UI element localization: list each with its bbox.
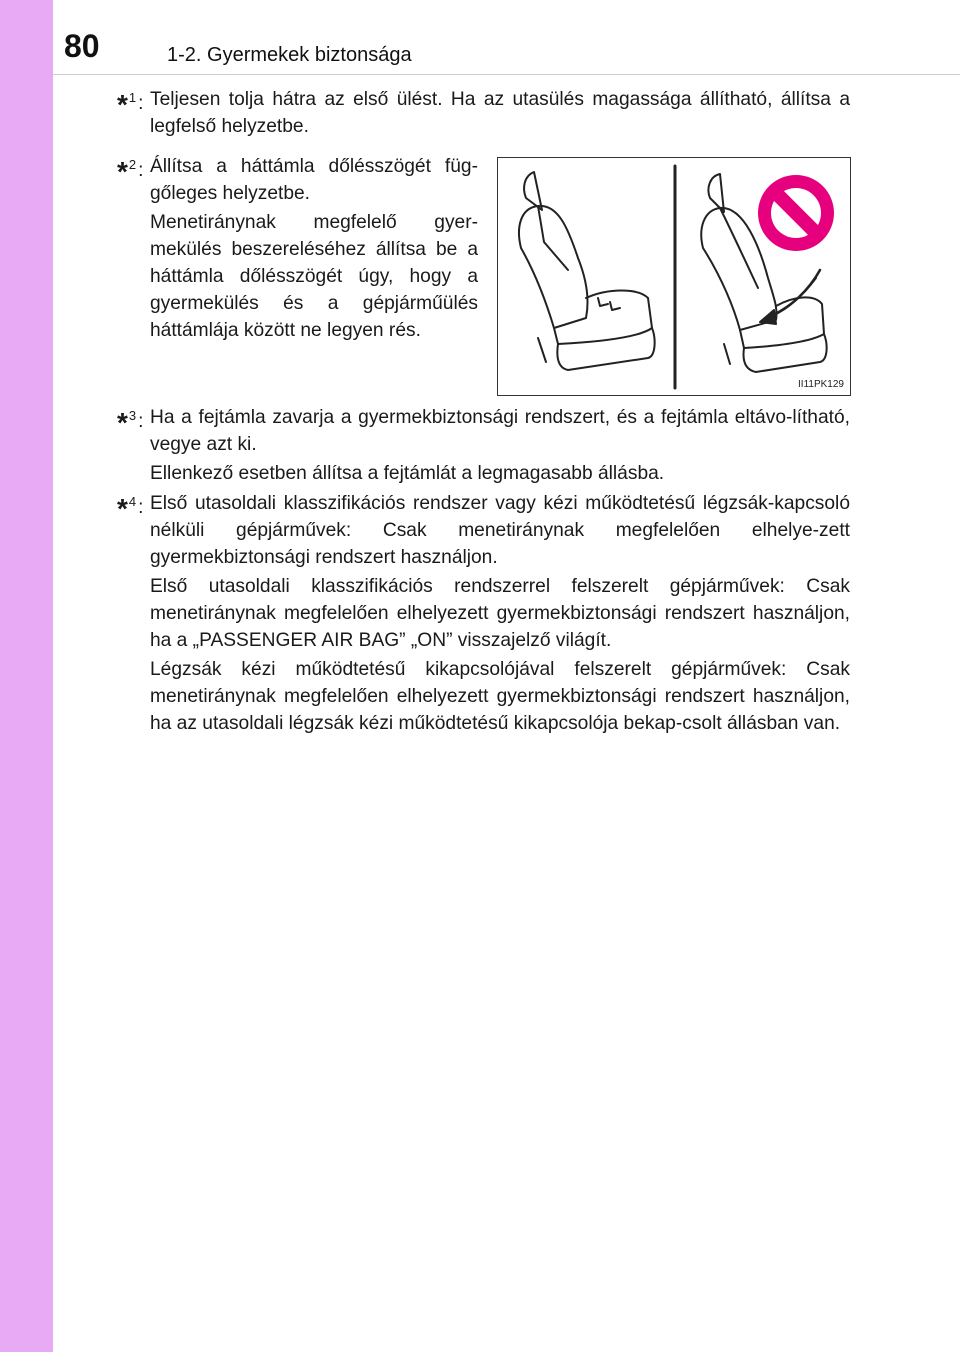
footnote-2 [117,153,478,346]
figure-code: II11PK129 [798,379,844,390]
section-title: 1-2. Gyermekek biztonsága [167,44,412,66]
footnote-marker: *$^2$ : [117,156,144,187]
footnote-text: Légzsák kézi működtetésű kikapcsolójával felszerelt gépjárművek: Csak menetiránynak megfelelően elhelyezett gyermekbiztonsági rendszert használjon, ha az utasoldali légzsák kézi működtetésű kikapcsolója bekap-csolt állásban van. [150,659,850,734]
footnote-text: Első utasoldali klasszifikációs rendszerrel felszerelt gépjárművek: Csak menetiránynak megfelelően elhelyezett gyermekbiztonsági rendszert használjon, ha a „PASSENGER AIR BAG” „ON” visszajelző világít. [150,576,850,651]
footnote-text: Ha a fejtámla zavarja a gyermekbiztonsági rendszert, és a fejtámla eltávo-lítható, vegye azt ki. [150,407,850,455]
footnote-text: Teljesen tolja hátra az első ülést. Ha az utasülés magassága állítható, állítsa a legfelső helyzetbe. [150,89,850,137]
seat-illustration-graphic [498,158,850,395]
footnote-3 [117,404,850,489]
footnote-marker: *$^4$ : [117,493,144,524]
footnote-marker: *$^1$ : [117,89,144,120]
footnote-text: Menetiránynak megfelelő gyer-mekülés beszereléséhez állítsa be a háttámla dőlésszögét úgy, hogy a gyermekülés és a gépjárműülés háttámlája között ne legyen rés. [150,212,478,341]
side-color-band [0,0,53,1352]
footnote-marker: *$^3$ : [117,407,144,438]
footnote-4 [117,490,850,739]
header-divider [53,74,960,75]
page-number: 80 [64,28,100,64]
footnote-text: Ellenkező esetben állítsa a fejtámlát a legmagasabb állásba. [150,463,665,484]
seat-left-icon [519,172,655,370]
seat-recline-illustration [497,157,851,396]
footnote-text: Állítsa a háttámla dőlésszögét füg-gőleges helyzetbe. [150,156,478,204]
prohibition-icon [758,175,834,251]
footnote-1 [117,86,850,142]
footnote-text: Első utasoldali klasszifikációs rendszer vagy kézi működtetésű légzsák-kapcsoló nélküli gépjárművek: Csak menetiránynak megfelelően elhelye-zett gyermekbiztonsági rendszert használjon. [150,493,850,568]
